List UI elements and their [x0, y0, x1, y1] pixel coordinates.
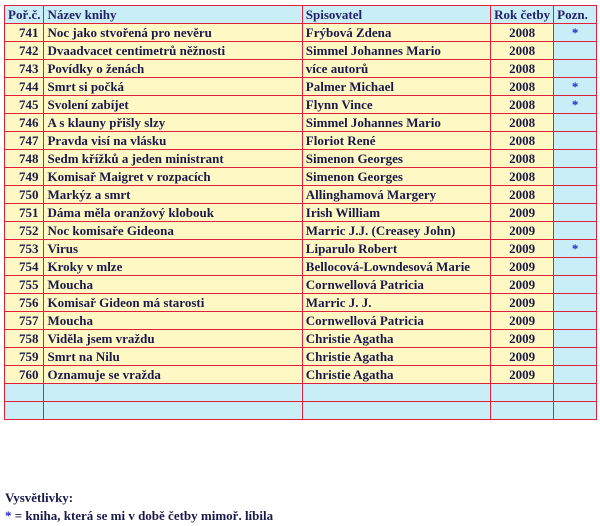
legend-line [5, 507, 273, 525]
header-number: Poř.č. [5, 6, 44, 24]
cell-title: Smrt si počká [44, 78, 302, 96]
header-author: Spisovatel [302, 6, 490, 24]
table-row [5, 240, 597, 258]
legend [5, 489, 273, 525]
cell-author: Cornwellová Patricia [302, 276, 490, 294]
empty-cell [302, 384, 490, 402]
cell-author: Liparulo Robert [302, 240, 490, 258]
cell-author: Simenon Georges [302, 168, 490, 186]
cell-note [554, 204, 597, 222]
cell-year: 2008 [491, 42, 554, 60]
cell-year: 2009 [491, 222, 554, 240]
table-row [5, 60, 597, 78]
cell-number: 751 [5, 204, 44, 222]
cell-title: Noc komisaře Gideona [44, 222, 302, 240]
cell-note [554, 150, 597, 168]
cell-title: Povídky o ženách [44, 60, 302, 78]
cell-author: Marric J.J. (Creasey John) [302, 222, 490, 240]
cell-author: Marric J. J. [302, 294, 490, 312]
legend-title: Vysvětlivky: [5, 490, 74, 505]
cell-year: 2008 [491, 24, 554, 42]
cell-title: Markýz a smrt [44, 186, 302, 204]
header-row [5, 6, 597, 24]
cell-title: Komisař Gideon má starosti [44, 294, 302, 312]
legend-text: = kniha, která se mi v době četby mimoř. líbila [11, 508, 274, 523]
cell-title: Kroky v mlze [44, 258, 302, 276]
empty-cell [44, 384, 302, 402]
cell-number: 747 [5, 132, 44, 150]
table-row [5, 42, 597, 60]
cell-number: 756 [5, 294, 44, 312]
cell-year: 2008 [491, 150, 554, 168]
empty-cell [491, 402, 554, 420]
cell-title: Smrt na Nilu [44, 348, 302, 366]
cell-note: * [554, 24, 597, 42]
cell-note [554, 312, 597, 330]
cell-note [554, 348, 597, 366]
cell-note: * [554, 78, 597, 96]
cell-author: Floriot René [302, 132, 490, 150]
cell-author: Frýbová Zdena [302, 24, 490, 42]
books-table [4, 5, 597, 420]
cell-author: Cornwellová Patricia [302, 312, 490, 330]
table-row [5, 276, 597, 294]
cell-title: Dáma měla oranžový klobouk [44, 204, 302, 222]
cell-note [554, 42, 597, 60]
cell-author: Palmer Michael [302, 78, 490, 96]
cell-number: 742 [5, 42, 44, 60]
cell-title: Viděla jsem vraždu [44, 330, 302, 348]
cell-number: 755 [5, 276, 44, 294]
cell-author: Allinghamová Margery [302, 186, 490, 204]
cell-title: Moucha [44, 276, 302, 294]
cell-year: 2009 [491, 258, 554, 276]
empty-cell [44, 402, 302, 420]
cell-author: Simmel Johannes Mario [302, 114, 490, 132]
cell-note [554, 222, 597, 240]
cell-year: 2009 [491, 204, 554, 222]
cell-author: Irish William [302, 204, 490, 222]
cell-title: Komisař Maigret v rozpacích [44, 168, 302, 186]
table-row [5, 132, 597, 150]
cell-year: 2009 [491, 276, 554, 294]
cell-title: Virus [44, 240, 302, 258]
cell-title: Dvaadvacet centimetrů něžnosti [44, 42, 302, 60]
cell-number: 743 [5, 60, 44, 78]
cell-author: více autorů [302, 60, 490, 78]
cell-year: 2008 [491, 96, 554, 114]
cell-year: 2008 [491, 78, 554, 96]
cell-note [554, 168, 597, 186]
table-row [5, 78, 597, 96]
cell-year: 2009 [491, 312, 554, 330]
cell-author: Simenon Georges [302, 150, 490, 168]
table-row [5, 186, 597, 204]
cell-number: 754 [5, 258, 44, 276]
cell-author: Christie Agatha [302, 330, 490, 348]
cell-note [554, 186, 597, 204]
table-row [5, 330, 597, 348]
cell-year: 2009 [491, 348, 554, 366]
cell-year: 2008 [491, 132, 554, 150]
header-title: Název knihy [44, 6, 302, 24]
cell-note [554, 132, 597, 150]
empty-cell [491, 384, 554, 402]
cell-year: 2008 [491, 114, 554, 132]
cell-year: 2009 [491, 366, 554, 384]
cell-title: Pravda visí na vlásku [44, 132, 302, 150]
cell-year: 2008 [491, 168, 554, 186]
cell-author: Christie Agatha [302, 366, 490, 384]
cell-year: 2009 [491, 330, 554, 348]
cell-author: Christie Agatha [302, 348, 490, 366]
cell-note [554, 60, 597, 78]
empty-cell [554, 402, 597, 420]
cell-number: 745 [5, 96, 44, 114]
cell-title: A s klauny přišly slzy [44, 114, 302, 132]
cell-note [554, 276, 597, 294]
table-row [5, 348, 597, 366]
cell-note [554, 258, 597, 276]
cell-number: 753 [5, 240, 44, 258]
header-note: Pozn. [554, 6, 597, 24]
cell-title: Oznamuje se vražda [44, 366, 302, 384]
table-row [5, 312, 597, 330]
header-year: Rok četby [491, 6, 554, 24]
cell-number: 759 [5, 348, 44, 366]
cell-note [554, 114, 597, 132]
cell-year: 2008 [491, 60, 554, 78]
cell-title: Noc jako stvořená pro nevěru [44, 24, 302, 42]
empty-row [5, 384, 597, 402]
cell-title: Sedm křížků a jeden ministrant [44, 150, 302, 168]
cell-author: Bellocová-Lowndesová Marie [302, 258, 490, 276]
empty-cell [5, 384, 44, 402]
cell-number: 757 [5, 312, 44, 330]
table-row [5, 204, 597, 222]
empty-cell [5, 402, 44, 420]
cell-year: 2009 [491, 294, 554, 312]
empty-row [5, 402, 597, 420]
cell-year: 2009 [491, 240, 554, 258]
cell-number: 752 [5, 222, 44, 240]
table-row [5, 366, 597, 384]
cell-number: 741 [5, 24, 44, 42]
empty-cell [554, 384, 597, 402]
cell-year: 2008 [491, 186, 554, 204]
cell-number: 746 [5, 114, 44, 132]
table-row [5, 258, 597, 276]
table-row [5, 96, 597, 114]
empty-cell [302, 402, 490, 420]
cell-number: 749 [5, 168, 44, 186]
cell-number: 760 [5, 366, 44, 384]
cell-author: Simmel Johannes Mario [302, 42, 490, 60]
cell-number: 750 [5, 186, 44, 204]
cell-number: 758 [5, 330, 44, 348]
table-row [5, 222, 597, 240]
cell-title: Svolení zabíjet [44, 96, 302, 114]
table-row [5, 150, 597, 168]
cell-note: * [554, 96, 597, 114]
table-row [5, 114, 597, 132]
cell-number: 744 [5, 78, 44, 96]
cell-number: 748 [5, 150, 44, 168]
legend-star: * [5, 508, 12, 523]
cell-note [554, 294, 597, 312]
table-row [5, 24, 597, 42]
cell-note [554, 330, 597, 348]
table-row [5, 168, 597, 186]
cell-note: * [554, 240, 597, 258]
cell-note [554, 366, 597, 384]
cell-author: Flynn Vince [302, 96, 490, 114]
cell-title: Moucha [44, 312, 302, 330]
table-row [5, 294, 597, 312]
